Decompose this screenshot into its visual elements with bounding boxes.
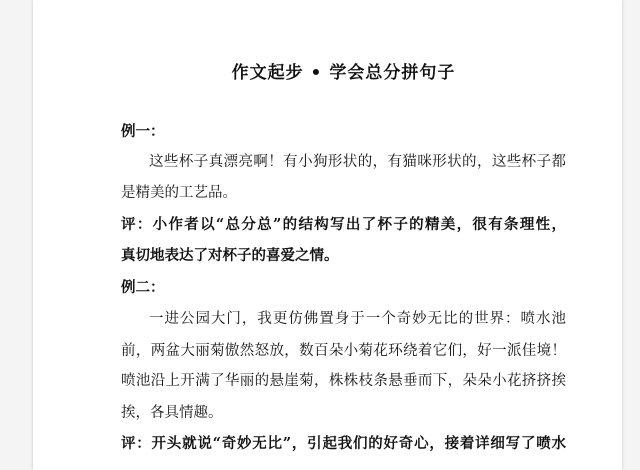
example2-text-line: 一进公园大门，我更仿佛置身于一个奇妙无比的世界：喷水池 [149,311,566,327]
example1-heading: 例一： [121,123,165,140]
page-title: 作文起步 • 学会总分拼句子 [231,63,456,83]
example1-comment-line: 真切地表达了对杯子的喜爱之情。 [121,247,339,264]
example2-text-line: 喷池沿上开满了华丽的悬崖菊，株株枝条悬垂而下，朵朵小花挤挤挨 [121,373,566,389]
example1-text-line: 是精美的工艺品。 [121,185,237,201]
document-page [33,0,622,470]
example2-text-line: 挨，各具情趣。 [121,405,223,421]
example2-text-line: 前，两盆大丽菊傲然怒放，数百朵小菊花环绕着它们，好一派佳境！ [121,343,566,359]
example1-comment-line: 评：小作者以“总分总”的结构写出了杯子的精美，很有条理性， [121,216,566,233]
example1-text-line: 这些杯子真漂亮啊！有小狗形状的，有猫咪形状的，这些杯子都 [149,154,566,170]
example2-comment-line: 评：开头就说“奇妙无比”，引起我们的好奇心，接着详细写了喷水 [121,435,566,452]
example2-heading: 例二： [121,279,165,296]
